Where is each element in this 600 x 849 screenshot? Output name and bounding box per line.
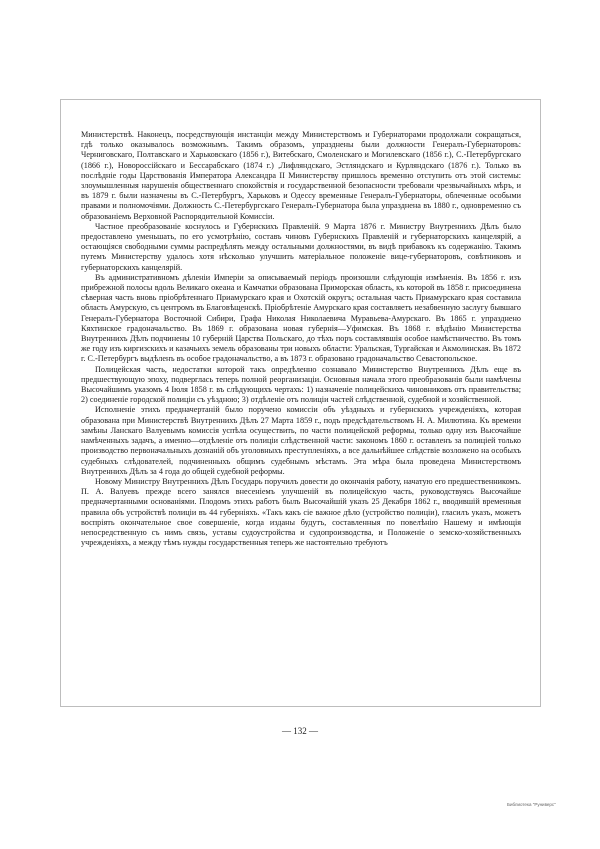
- paragraph: Исполненіе этихъ предначертаній было поручено комиссіи объ уѣздныхъ и губернскихъ учрежденіяхъ, которая образована при Министерствѣ Внутреннихъ Дѣлъ 27 Марта 1859 г., подъ предсѣдательствомъ Н. А. Милютина. Къ времени замѣны Ланскаго Валуевымъ комиссія успѣла осуществить, по части полицейской реформы, только одну изъ Высочайше намѣченныхъ задачъ, а именно—отдѣленіе отъ полиціи слѣдственной части: закономъ 1860 г. оставленъ за полиціей только производство первоначальныхъ дознаній объ уголовныхъ преступленіяхъ, а все дальнѣйшее слѣдствіе возложено на особыхъ судебныхъ слѣдователей, подчиненныхъ общимъ судебнымъ мѣстамъ. Эта мѣра была проведена Министерствомъ Внутреннихъ Дѣлъ за 4 года до общей судебной реформы.: [81, 405, 521, 476]
- paragraph: Частное преобразованіе коснулось и Губернскихъ Правленій. 9 Марта 1876 г. Министру Внутреннихъ Дѣлъ было предоставлено уменьшать, по его усмотрѣнію, составъ чиновъ Губернскихъ Правленій и губернаторскихъ канцелярій, а остающіяся свободными суммы распредѣлять между остальными должностями, въ видѣ прибавокъ къ содержанію. Такимъ путемъ Министерству удалось хотя нѣсколько улучшить матеріальное положеніе вице-губернаторовъ, совѣтниковъ и губернаторскихъ канцелярій.: [81, 221, 521, 272]
- body-text: [81, 130, 521, 548]
- paragraph: Полицейская часть, недостатки которой такъ опредѣленно сознавало Министерство Внутреннихъ Дѣлъ еще въ предшествующую эпоху, подверглась теперь полной реорганизаціи. Основныя начала этого преобразованія были намѣчены Высочайшимъ указомъ 4 Іюля 1858 г. въ слѣдующихъ чертахъ: 1) назначеніе полицейскихъ чиновниковъ отъ правительства; 2) соединеніе городской полиціи съ уѣздною; 3) отдѣленіе отъ полиціи частей слѣдственной, судебной и хозяйственной.: [81, 364, 521, 405]
- paragraph: Новому Министру Внутреннихъ Дѣлъ Государь поручилъ довести до окончанія работу, начатую его предшественникомъ. П. А. Валуевъ прежде всего занялся внесеніемъ улучшеній въ полицейскую часть, руководствуясь Высочайше предначертанными основаніями. Плодомъ этихъ работъ былъ Высочайшій указъ 25 Декабря 1862 г., вводившій временныя правила объ устройствѣ полиціи въ 44 губерніяхъ. «Такъ какъ сіе важное дѣло (устройство полиціи), гласилъ указъ, можетъ воспріять окончательное свое совершеніе, когда изданы будутъ, составленныя по повелѣнію Нашему и имѣющія непосредственную съ нимъ связь, уставы судоустройства и судопроизводства, и Положеніе о земско-хозяйственныхъ учрежденіяхъ, а между тѣмъ нужды государственныя теперь же настоятельно требуютъ: [81, 476, 521, 548]
- page-frame: [60, 99, 541, 707]
- page-number: — 132 —: [282, 726, 318, 736]
- paragraph: Министерствѣ. Наконецъ, посредствующія инстанціи между Министерствомъ и Губернаторами продолжали сокращаться, гдѣ только оказывалось возможнымъ. Такимъ образомъ, упразднены были должности Генералъ-Губернаторовъ: Черниговскаго, Полтавскаго и Харьковскаго (1856 г.), Витебскаго, Смоленскаго и Могилевскаго (1856 г.), С.-Петербургскаго (1866 г.), Новороссійскаго и Бессарабскаго (1874 г.) ,Лифляндскаго, Эстляндскаго и Курляндскаго (1876 г.). Только въ послѣдніе годы Царствованія Императора Александра II Министерству пришлось временно отступить отъ этой системы: злоумышленныя нарушенія общественнаго спокойствія и государственной безопасности требовали чрезвычайныхъ мѣръ, и въ 1879 г. были назначены въ С.-Петербургъ, Харьковъ и Одессу временные Генералъ-Губернаторы, облеченные особыми правами и полномочіями. Должность С.-Петербургскаго Генералъ-Губернатора была упразднена въ 1880 г., одновременно съ образованіемъ Верховной Распорядительной Комиссіи.: [81, 130, 521, 221]
- paragraph: Въ административномъ дѣленіи Имперіи за описываемый періодъ произошли слѣдующія измѣненія. Въ 1856 г. изъ прибрежной полосы вдоль Великаго океана и Камчатки образована Приморская область, къ которой въ 1858 г. присоединена сѣверная часть вновь пріобрѣтеннаго Приамурскаго края и Охотскій округъ; остальная часть Приамурскаго края составила область Амурскую, съ центромъ въ Благовѣщенскѣ. Пріобрѣтеніе Амурскаго края составляетъ незабвенную заслугу бывшаго Генералъ-Губернатора Восточной Сибири, Графа Николая Николаевича Муравьева-Амурскаго. Въ 1865 г. упразднено Кяхтинское градоначальство. Въ 1869 г. образована новая губернія—Уфимская. Въ 1868 г. вѣдѣнію Министерства Внутреннихъ Дѣлъ подчинены 10 губерній Царства Польскаго, до тѣхъ поръ составлявшія особое намѣстничество. Въ томъ же году изъ киргизскихъ и казачьихъ земель образованы три новыхъ области: Уральская, Тургайская и Акмолинская. Въ 1872 г. С.-Петербургъ выдѣленъ въ особое градоначальство, а въ 1873 г. образовано градоначальство Севастопольское.: [81, 272, 521, 364]
- library-stamp: Библиотека "Руниверс": [507, 802, 556, 807]
